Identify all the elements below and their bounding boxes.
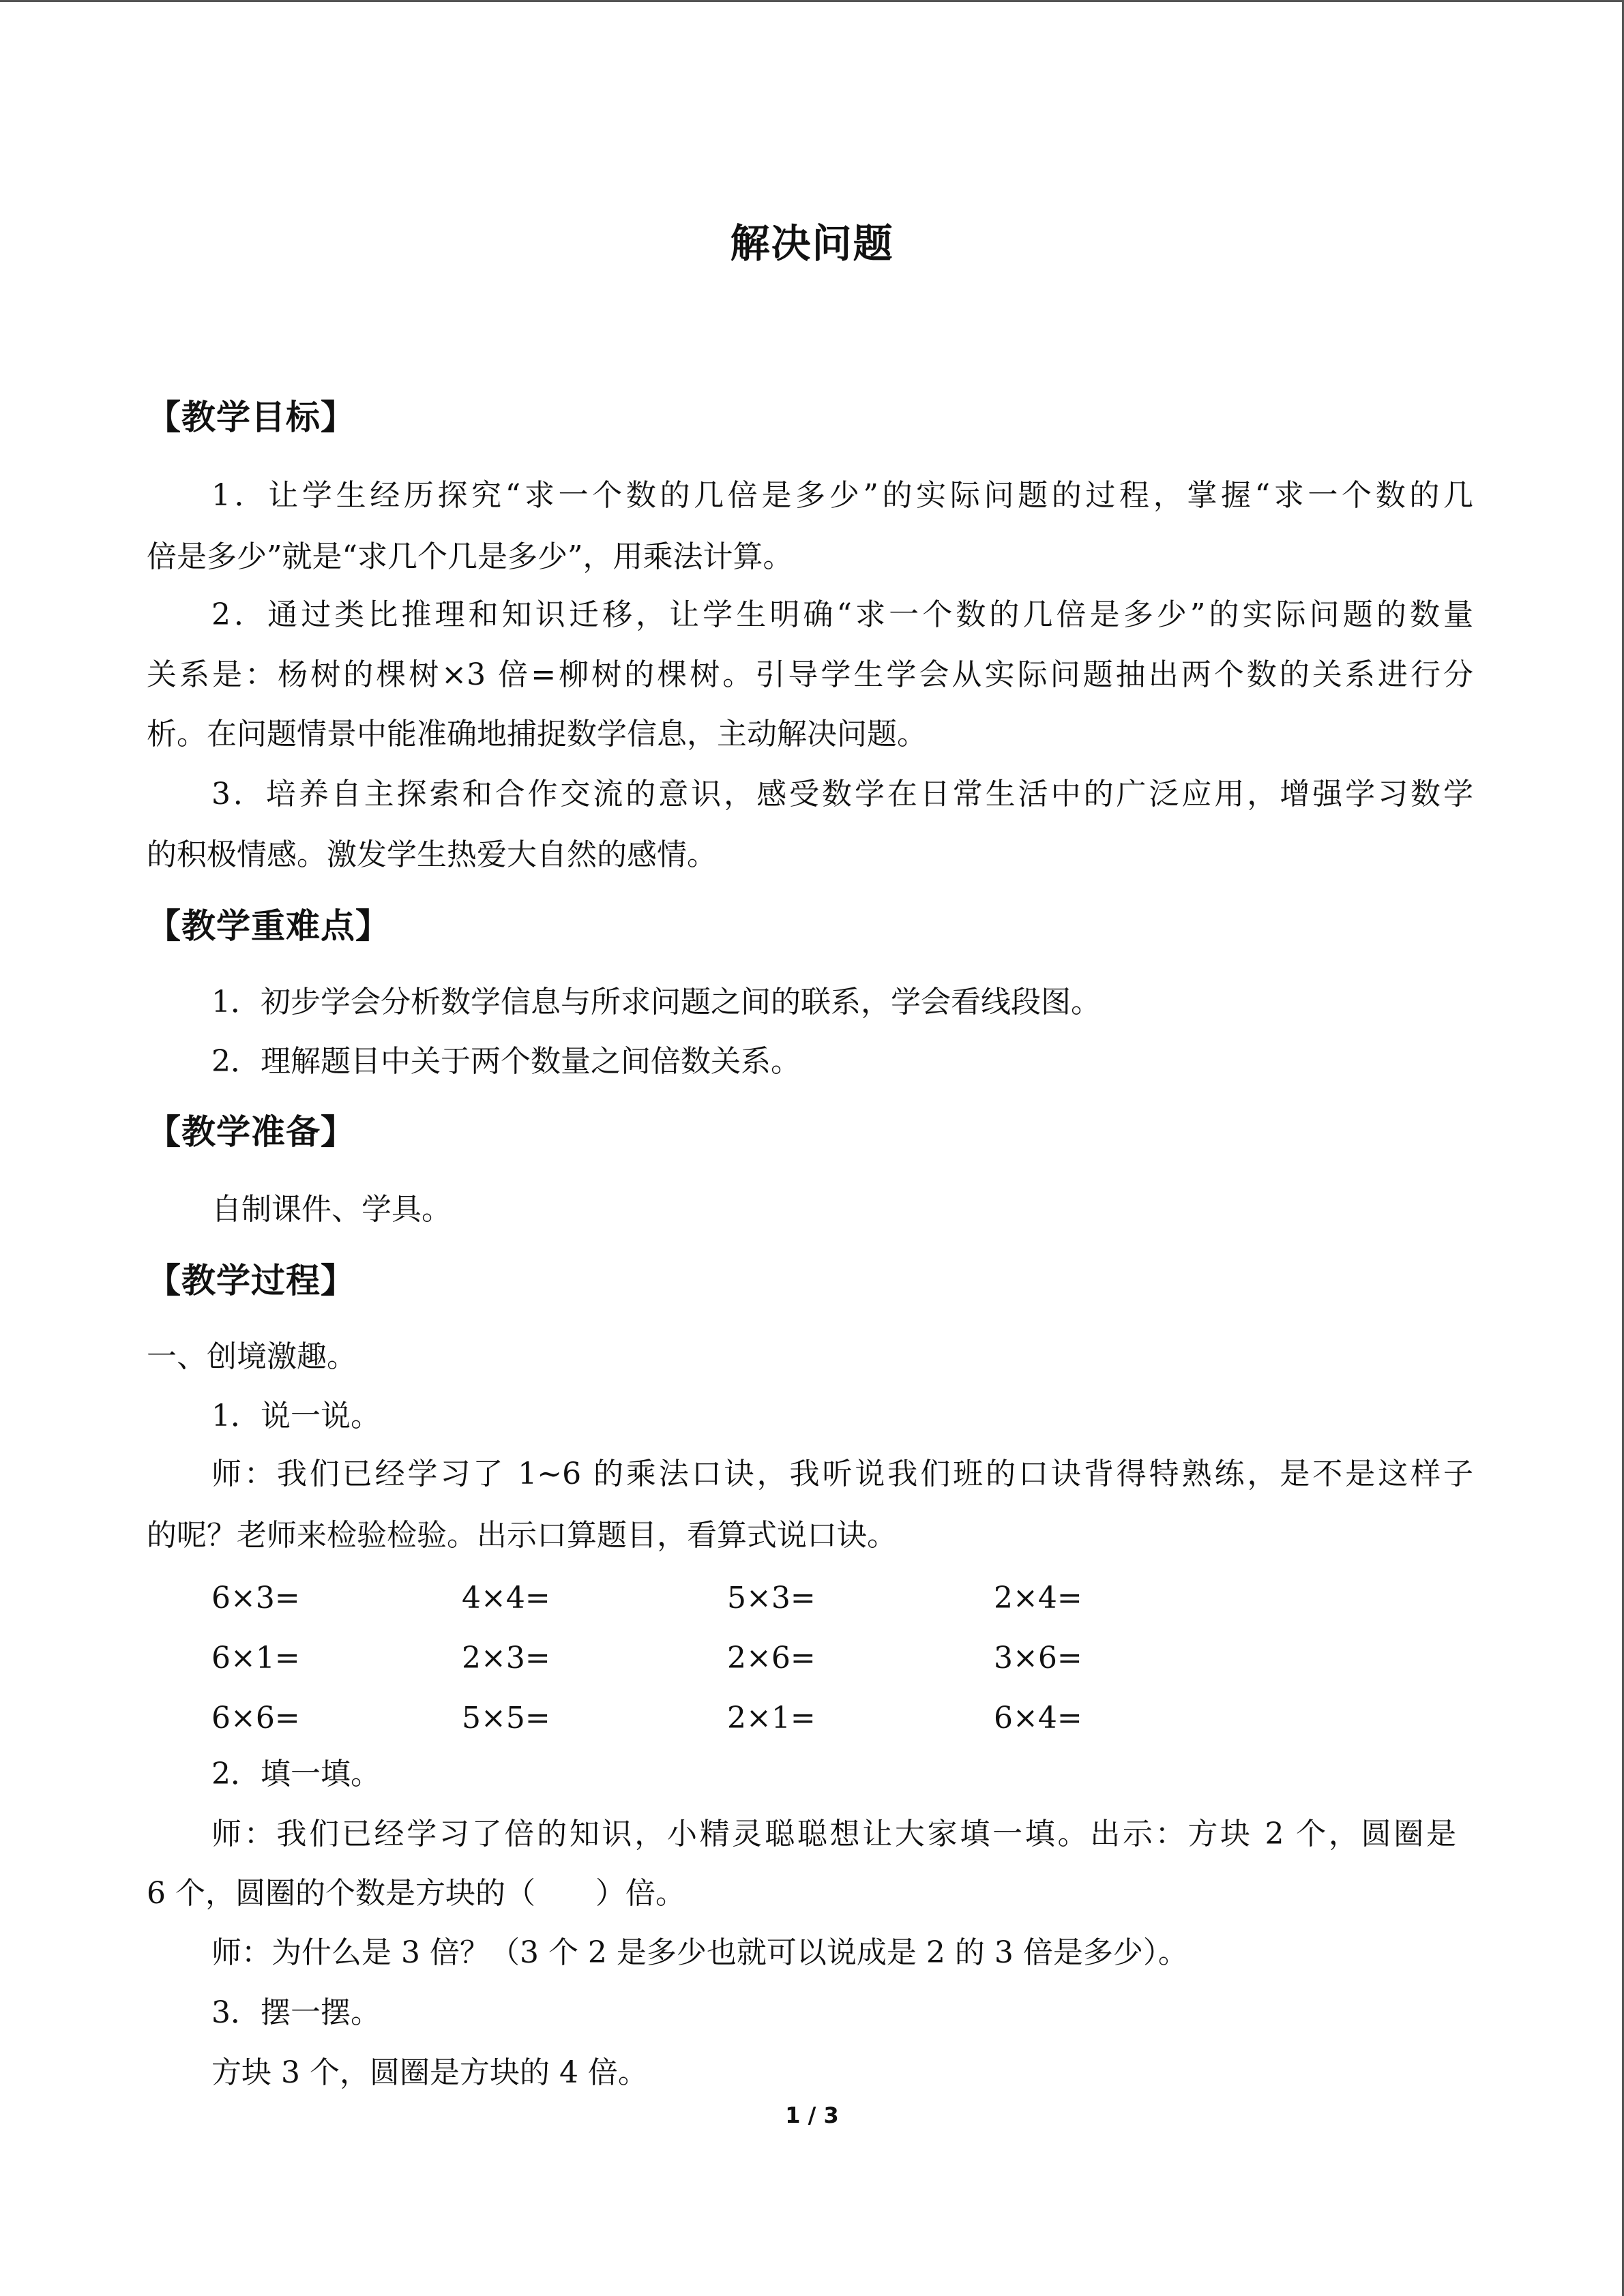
grid-cell-r3c2: 5×5=: [462, 1701, 550, 1735]
goals-line-6: 3．培养自主探索和合作交流的意识，感受数学在日常生活中的广泛应用，增强学习数学: [211, 777, 1473, 811]
grid-cell-r2c1: 6×1=: [211, 1641, 300, 1675]
grid-cell-r2c3: 2×6=: [727, 1641, 816, 1675]
grid-cell-r3c3: 2×1=: [727, 1701, 816, 1735]
goals-line-4: 关系是：杨树的棵树×3 倍=柳树的棵树。引导学生学会从实际问题抽出两个数的关系进行分: [147, 657, 1473, 692]
grid-cell-r1c4: 2×4=: [994, 1581, 1082, 1615]
grid-cell-r2c2: 2×3=: [462, 1641, 550, 1675]
heading-keypoints: 【教学重难点】: [147, 906, 390, 946]
keypoints-line-2: 2．理解题目中关于两个数量之间倍数关系。: [211, 1044, 801, 1079]
process-step1-line-1: 师：我们已经学习了 1~6 的乘法口诀，我听说我们班的口诀背得特熟练，是不是这样子: [211, 1457, 1473, 1491]
process-step2-line-2: 6 个，圆圈的个数是方块的（ ）倍。: [147, 1876, 685, 1911]
page-border-top: [0, 0, 1624, 2]
goals-line-5: 析。在问题情景中能准确地捕捉数学信息，主动解决问题。: [147, 717, 927, 751]
grid-cell-r1c3: 5×3=: [727, 1581, 816, 1615]
process-step-3: 3．摆一摆。: [211, 1995, 381, 2030]
goals-line-7: 的积极情感。激发学生热爱大自然的感情。: [147, 837, 717, 872]
heading-prep: 【教学准备】: [147, 1112, 355, 1152]
grid-cell-r3c4: 6×4=: [994, 1701, 1082, 1735]
process-step2-line-3: 师：为什么是 3 倍？（3 个 2 是多少也就可以说成是 2 的 3 倍是多少）。: [211, 1935, 1188, 1970]
grid-cell-r2c4: 3×6=: [994, 1641, 1082, 1675]
page-number: 1 / 3: [785, 2102, 839, 2128]
grid-cell-r1c2: 4×4=: [462, 1581, 550, 1615]
goals-line-2: 倍是多少”就是“求几个几是多少”，用乘法计算。: [147, 539, 793, 574]
process-step1-line-2: 的呢？老师来检验检验。出示口算题目，看算式说口诀。: [147, 1518, 897, 1553]
grid-cell-r1c1: 6×3=: [211, 1581, 300, 1615]
heading-goals: 【教学目标】: [147, 398, 355, 437]
goals-line-1: 1．让学生经历探究“求一个数的几倍是多少”的实际问题的过程，掌握“求一个数的几: [211, 478, 1473, 513]
heading-process: 【教学过程】: [147, 1261, 355, 1300]
page-title: 解决问题: [730, 220, 894, 267]
prep-line-1: 自制课件、学具。: [211, 1192, 452, 1227]
process-step-1: 1．说一说。: [211, 1399, 381, 1433]
process-step3-line-1: 方块 3 个，圆圈是方块的 4 倍。: [211, 2055, 648, 2090]
process-step-2: 2．填一填。: [211, 1757, 381, 1791]
grid-cell-r3c1: 6×6=: [211, 1701, 300, 1735]
process-step2-line-1: 师：我们已经学习了倍的知识，小精灵聪聪想让大家填一填。出示：方块 2 个，圆圈是: [211, 1817, 1456, 1851]
process-part-1: 一、创境激趣。: [147, 1339, 357, 1374]
keypoints-line-1: 1．初步学会分析数学信息与所求问题之间的联系，学会看线段图。: [211, 985, 1101, 1019]
goals-line-3: 2．通过类比推理和知识迁移，让学生明确“求一个数的几倍是多少”的实际问题的数量: [211, 597, 1473, 632]
